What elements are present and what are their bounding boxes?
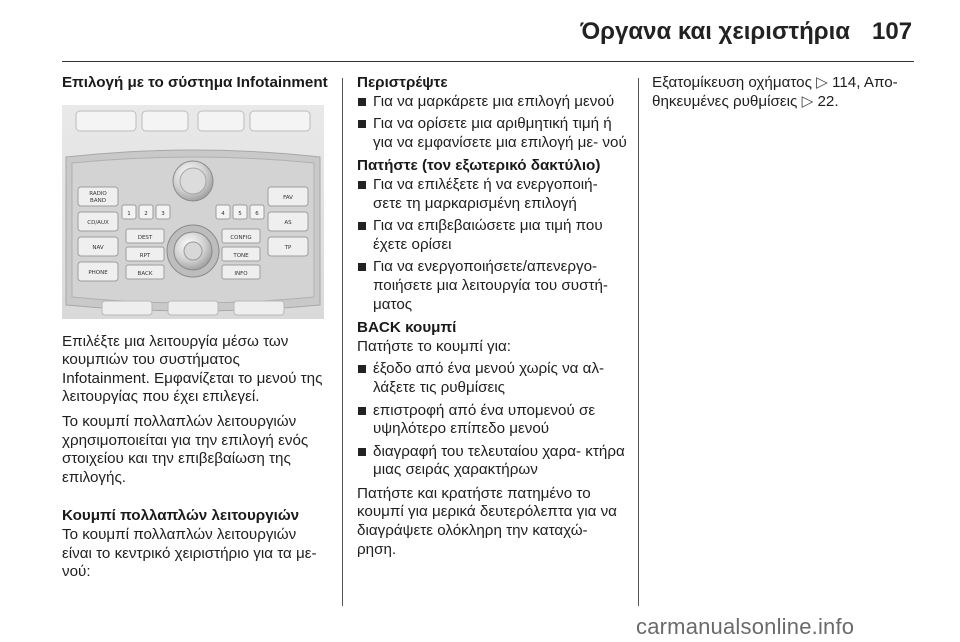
list-item: Για να επιβεβαιώσετε μια τιμή που έχετε ορίσει (357, 217, 627, 254)
preset-3-label: 3 (161, 210, 165, 217)
as-button-label: AS (284, 219, 292, 226)
band-button-label: BAND (90, 197, 106, 204)
tp-button-label: TP (284, 244, 292, 251)
watermark: carmanualsonline.info (636, 614, 855, 639)
press-list (357, 176, 627, 314)
page-reference-arrow-icon: ▷ (816, 74, 828, 91)
back-button-label: BACK (137, 270, 153, 277)
subheading-turn: Περιστρέψτε (357, 74, 448, 91)
turn-list (357, 93, 627, 153)
list-item: έξοδο από ένα μενού χωρίς να αλ‐ λάξετε τις ρυθμίσεις (357, 360, 627, 397)
page-header-title: Όργανα και χειριστήρια (580, 18, 850, 45)
nav-button-label: NAV (92, 244, 104, 251)
column-separator-2 (638, 78, 639, 606)
ref-vehicle-personalization-page[interactable]: 114, Απο‐ (827, 74, 898, 91)
info-button-label: INFO (234, 270, 248, 277)
back-list (357, 360, 627, 480)
phone-button-label: PHONE (88, 269, 108, 276)
list-item: επιστροφή από ένα υπομενού σε υψηλότερο επίπεδο μενού (357, 402, 627, 439)
dest-button-label: DEST (137, 234, 153, 241)
section-heading-multifunction: Κουμπί πολλαπλών λειτουργιών (62, 507, 300, 525)
preset-6-label: 6 (255, 210, 259, 217)
paragraph-multifunction-usage: Το κουμπί πολλαπλών λειτουργιών χρησιμοποιείται για την επιλογή ενός στοιχείου και την επιβεβαίωση της επιλογής. (62, 412, 309, 486)
header-rule (62, 61, 914, 62)
back-intro: Πατήστε το κουμπί για: (357, 337, 511, 355)
ref-vehicle-personalization-text: Εξατομίκευση οχήματος (652, 74, 817, 91)
column-1 (62, 74, 330, 588)
tone-button-label: TONE (233, 252, 249, 259)
config-button-label: CONFIG (230, 234, 252, 241)
rpt-button-label: RPT (139, 252, 151, 259)
page-number: 107 (872, 18, 913, 45)
list-item: Για να επιλέξετε ή να ενεργοποιή‐ σετε τη μαρκαρισμένη επιλογή (357, 176, 627, 213)
preset-2-label: 2 (144, 210, 148, 217)
preset-5-label: 5 (238, 210, 242, 217)
radio-button-label: RADIO (89, 190, 107, 197)
page-reference-arrow-icon: ▷ (801, 92, 814, 110)
ref-stored-settings-page[interactable]: 22. (813, 92, 839, 110)
column-3 (652, 74, 914, 117)
subheading-back-button: BACK κουμπί (357, 319, 457, 337)
infotainment-panel-drawing (62, 105, 324, 319)
paragraph-multifunction-central: Το κουμπί πολλαπλών λειτουργιών είναι το κεντρικό χειριστήριο για τα με‐ νού: (62, 525, 317, 581)
section-heading-infotainment: Επιλογή με το σύστημα Infotainment (62, 74, 328, 91)
cd-aux-button-label: CD/AUX (87, 219, 109, 226)
paragraph-select-function: Επιλέξτε μια λειτουργία μέσω των κουμπιών του συστήματος Infotainment. Εμφανίζεται το μενού της λειτουργίας που έχει επιλεγεί. (62, 332, 323, 406)
ref-stored-settings-text: θηκευμένες ρυθμίσεις (652, 92, 802, 110)
list-item: Για να ορίσετε μια αριθμητική τιμή ή για να εμφανίσετε μια επιλογή με‐ νού (357, 115, 627, 152)
fav-button-label: FAV (283, 194, 293, 201)
preset-1-label: 1 (127, 210, 131, 217)
subheading-press: Πατήστε (τον εξωτερικό δακτύλιο) (357, 157, 601, 175)
back-outro: Πατήστε και κρατήστε πατημένο το κουμπί για μερικά δευτερόλεπτα για να διαγράψετε ολόκληρη την καταχώ‐ ρηση. (357, 484, 617, 558)
list-item: Για να ενεργοποιήσετε/απενεργο‐ ποιήσετε μια λειτουργία του συστή‐ ματος (357, 258, 627, 314)
preset-4-label: 4 (221, 210, 225, 217)
list-item: Για να μαρκάρετε μια επιλογή μενού (357, 93, 627, 112)
column-separator-1 (342, 78, 343, 606)
list-item: διαγραφή του τελευταίου χαρα‐ κτήρα μιας σειράς χαρακτήρων (357, 443, 627, 480)
cross-reference (652, 74, 914, 111)
infotainment-panel-illustration (62, 105, 324, 319)
column-2 (357, 74, 627, 565)
